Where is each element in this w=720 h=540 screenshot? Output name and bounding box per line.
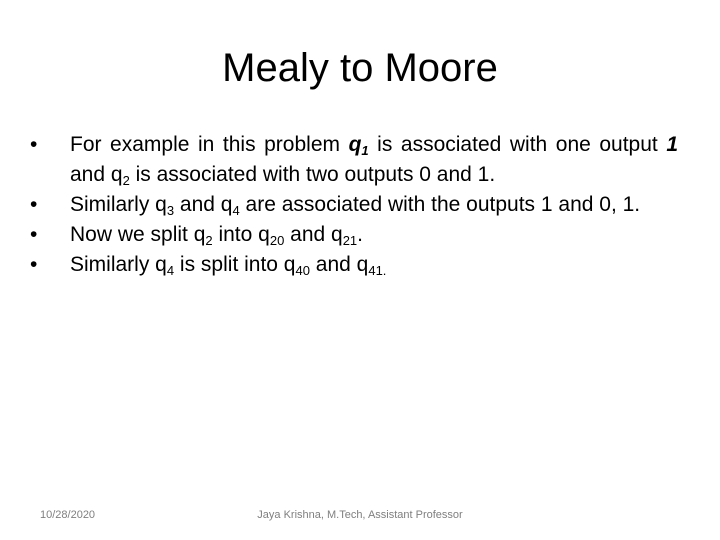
text-segment: Similarly q [70,253,167,276]
subscript: 41. [368,263,387,278]
text-segment: . [357,223,364,246]
text-segment: is associated with two outputs 0 and 1. [129,163,496,186]
bullet-text [70,253,386,276]
text-segment: Now we split q [70,223,206,246]
text-segment: is associated with one output [368,133,667,156]
text-segment: and q [70,163,123,186]
text-segment: and q [174,193,233,216]
text-segment: 1 [666,133,678,156]
bullet-text [70,133,678,186]
bullet-item [30,130,678,190]
bullet-item [30,190,678,220]
subscript: 40 [295,263,310,278]
slide-title: Mealy to Moore [222,46,498,90]
subscript: 2 [205,233,213,248]
bullet-text [70,193,640,216]
bullet-item [30,220,678,250]
bullet-marker: • [30,133,38,156]
subscript: 1 [361,143,369,158]
text-segment: into q [212,223,270,246]
text-segment: are associated with the outputs 1 and 0, 1. [239,193,641,216]
bullet-text [70,223,363,246]
subscript: 4 [232,203,240,218]
text-segment: Similarly q [70,193,167,216]
text-segment: and q [309,253,369,276]
bullet-item [30,250,678,280]
footer-date: 10/28/2020 [40,509,96,521]
text-segment: For example in this problem [70,133,349,156]
bullet-marker: • [30,253,38,276]
bullet-list [30,130,678,280]
text-segment: q [348,133,362,156]
subscript: 4 [166,263,175,278]
text-segment: is split into q [174,253,296,276]
bullet-marker: • [30,223,38,246]
bullet-marker: • [30,193,38,216]
footer-author: Jaya Krishna, M.Tech, Assistant Professor [257,509,463,521]
subscript: 20 [269,233,285,248]
text-segment: and q [284,223,343,246]
subscript: 3 [166,203,175,218]
subscript: 21 [342,233,358,248]
subscript: 2 [122,173,130,188]
